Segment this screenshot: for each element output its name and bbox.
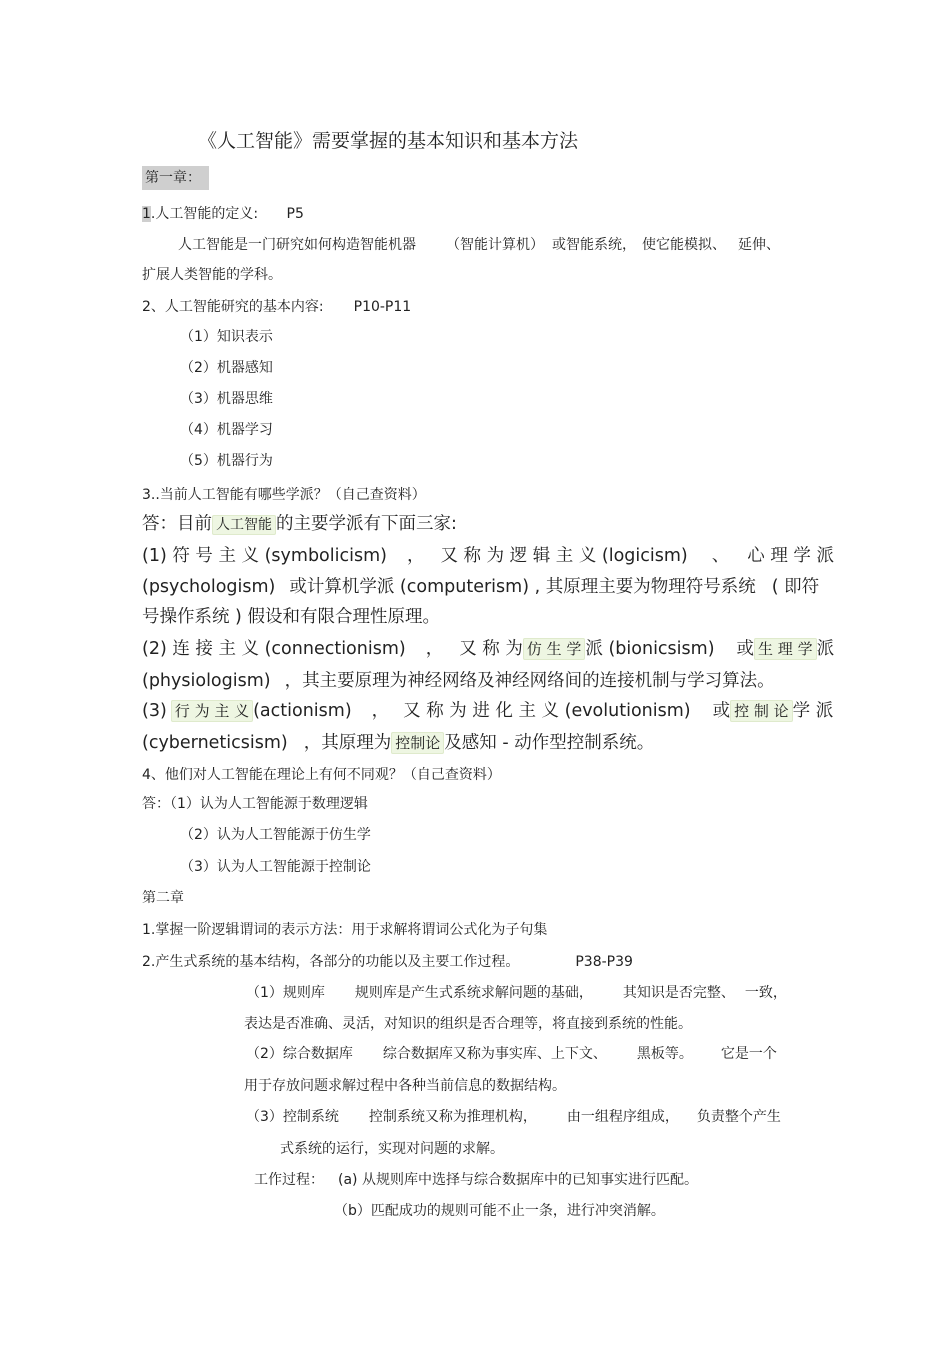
school-2-line-1: (2) 连 接 主 义 (connectionism) ， 又 称 为 仿 生 学 派 (bionicsism) 或 生 理 学 派: [142, 639, 835, 659]
school-1-line-3: 号操作系统 ) 假设和有限合理性原理。: [142, 607, 440, 627]
school-1-line-2: (psychologism) 或计算机学派 (computerism) , 其原理主要为物理符号系统 ( 即符: [142, 577, 820, 597]
school-2-line-2: (physiologism) ，其主要原理为神经网络及神经网络间的连接机制与学习算法。: [142, 671, 775, 691]
answer-4-item: （2）认为人工智能源于仿生学: [180, 827, 371, 843]
answer-4-item: 答：（1）认为人工智能源于数理逻辑: [142, 796, 368, 812]
work-process-a: 工作过程： (a) 从规则库中选择与综合数据库中的已知事实进行匹配。: [254, 1172, 698, 1188]
database-line-2: 用于存放问题求解过程中各种当前信息的数据结构。: [244, 1078, 566, 1094]
question-1: 1.人工智能的定义: P5: [142, 206, 304, 222]
list-item: （3）机器思维: [180, 391, 273, 407]
control-line-2: 式系统的运行，实现对问题的求解。: [280, 1141, 504, 1157]
document-title: 《人工智能》需要掌握的基本知识和基本方法: [198, 130, 579, 152]
work-process-b: （b）匹配成功的规则可能不止一条，进行冲突消解。: [334, 1203, 665, 1219]
rule-base-line-2: 表达是否准确、灵活，对知识的组织是否合理等，将直接到系统的性能。: [244, 1016, 692, 1032]
chapter-2-heading: 第二章: [142, 890, 184, 906]
answer-3-intro: 答：目前 人工智能 的主要学派有下面三家:: [142, 514, 457, 534]
school-3-line-2: (cyberneticsism) ，其原理为 控制论 及感知 - 动作型控制系统。: [142, 733, 655, 753]
chapter-1-heading: 第一章：: [142, 166, 209, 190]
list-item: （5）机器行为: [180, 453, 273, 469]
definition-line-1: 人工智能是一门研究如何构造智能机器 （智能计算机） 或智能系统， 使它能模拟、 延伸、: [178, 237, 780, 253]
school-3-line-1: (3) 行 为 主 义 (actionism) ， 又 称 为 进 化 主 义 (evolutionism) 或 控 制 论 学 派: [142, 701, 834, 721]
list-item: （1）知识表示: [180, 329, 273, 345]
question-4: 4、他们对人工智能在理论上有何不同观？（自己查资料）: [142, 767, 501, 783]
list-item: （4）机器学习: [180, 422, 273, 438]
chapter-2-point-1: 1.掌握一阶逻辑谓词的表示方法：用于求解将谓词公式化为子句集: [142, 922, 548, 938]
list-item: （2）机器感知: [180, 360, 273, 376]
rule-base-line-1: （1）规则库 规则库是产生式系统求解问题的基础， 其知识是否完整、 一致，: [246, 985, 787, 1001]
school-1-line-1: (1) 符 号 主 义 (symbolicism) ， 又 称 为 逻 辑 主 义 (logicism) 、 心 理 学 派: [142, 546, 834, 566]
question-2: 2、人工智能研究的基本内容: P10-P11: [142, 299, 412, 315]
question-3: 3..当前人工智能有哪些学派？（自己查资料）: [142, 487, 426, 503]
chapter-2-point-2: 2.产生式系统的基本结构，各部分的功能以及主要工作过程。 P38-P39: [142, 954, 633, 970]
answer-4-item: （3）认为人工智能源于控制论: [180, 859, 371, 875]
definition-line-2: 扩展人类智能的学科。: [142, 267, 282, 283]
database-line-1: （2）综合数据库 综合数据库又称为事实库、上下文、 黑板等。 它是一个: [246, 1046, 777, 1062]
control-line-1: （3）控制系统 控制系统又称为推理机构， 由一组程序组成， 负责整个产生: [246, 1109, 781, 1125]
